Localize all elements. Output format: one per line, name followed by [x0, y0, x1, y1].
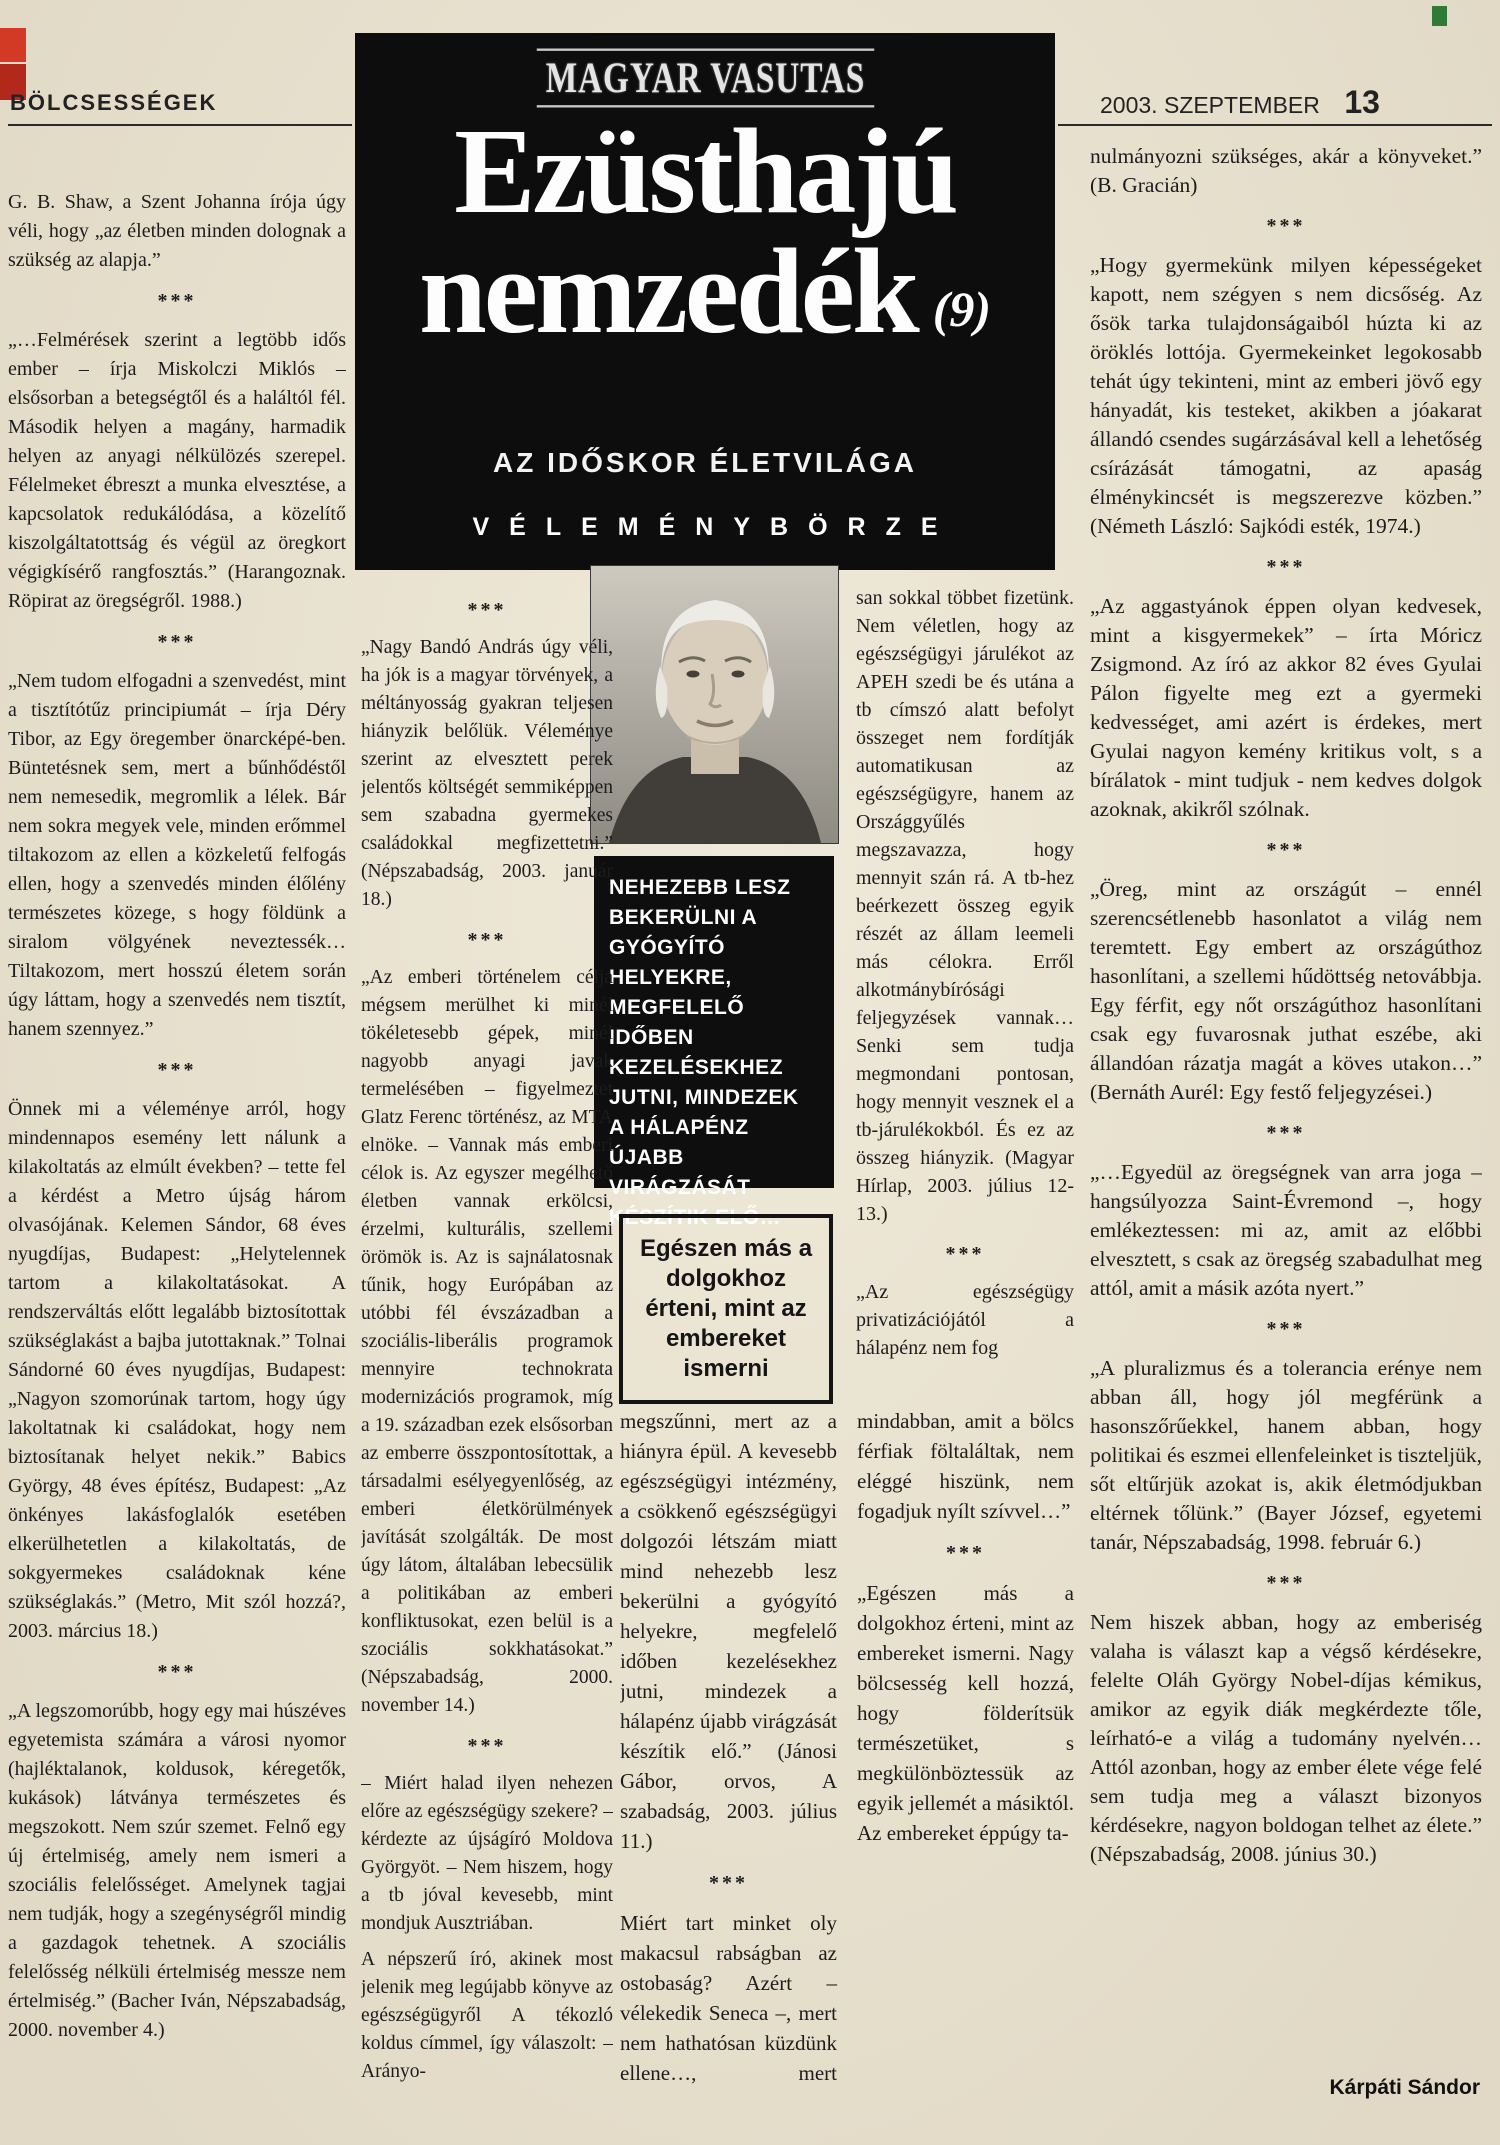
article-title-line1: Ezüsthajú	[454, 104, 956, 239]
section-separator: ***	[1266, 215, 1306, 237]
article-part-number: (9)	[932, 281, 992, 337]
section-separator: ***	[709, 1872, 748, 1894]
section-separator: ***	[1266, 556, 1306, 578]
paragraph: „Hogy gyermekünk milyen képességeket kapott, nem szégyen s nem dicsőség. Az ősök tarka tulajdonságaiból húzta ki az öröklés lottója. Gyermekeinket legokosabb tehát úgy tekinteni, mint az emberi jövő egy hányadát, kis testeket, akikben a jóakarat állandó csendes sugárzásával kell a lehetőség csírázását támogatni, az apaság élménykincsét is megszerezve közben.” (Németh László: Sajkódi esték, 1974.)	[1090, 253, 1482, 538]
header-rule-left	[8, 124, 352, 126]
section-separator: ***	[1266, 1572, 1306, 1594]
portrait-illustration	[591, 566, 838, 843]
paragraph: – Miért halad ilyen nehezen előre az egészségügy szekere? – kérdezte az újságíró Moldova Györgyöt. – Nem hiszem, hogy a tb jóval kevesebb, mint mondjuk Ausztriában.	[361, 1773, 613, 1934]
paragraph: „Öreg, mint az országút – ennél szerencsétlenebb hasonlatot a világ nem teremtett. Egy embert az országúthoz hasonlítani, a szellemi hűdöttség netovábbja. Egy férfit, egy nőt országúthoz hasonlítani csak egy fuvarosnak juthat eszébe, aki állandóan rázatja magát a köves utakon…” (Bernáth Aurél: Egy festő feljegyzései.)	[1090, 877, 1482, 1104]
pull-quote-box: NEHEZEBB LESZ BEKERÜLNI A GYÓGYÍTÓ HELYEKRE, MEGFELELŐ IDŐBEN KEZELÉSEKHEZ JUTNI, MINDEZEK A HÁLAPÉNZ ÚJABB VIRÁGZÁSÁT KÉSZÍTIK ELŐ…	[594, 856, 834, 1188]
article-masthead	[355, 33, 1055, 570]
paragraph: A népszerű író, akinek most jelenik meg legújabb könyve az egészségügyről A tékozló koldus címmel, így válaszolt: – Arányo-	[361, 1949, 613, 2082]
column-5	[1090, 142, 1482, 2070]
paragraph: Miért tart minket oly makacsul rabságban az ostobaság? Azért – vélekedik Seneca –, mert nem hathatósan küzdünk ellene…, mert mindabban, amit a bölcs férfiak föltaláltak, nem eléggé hiszünk, nem fogadjuk nyílt szívvel…”	[620, 1409, 1074, 2085]
section-separator: ***	[467, 1735, 507, 1757]
column-mid-bottom	[620, 1406, 1074, 2108]
paragraph: „A pluralizmus és a tolerancia erénye nem abban áll, hogy jól megférünk a hasonszőrűekkel, hanem abban, hogy politikai és eszmei ellenfeleinket is tiszteljük, sőt eltűrjük azokat is, akik életmódjukban eltérnek tőlünk.” (Bayer József, egyetemi tanár, Népszabadság, 1998. február 6.)	[1090, 1356, 1482, 1554]
registration-mark-green-icon	[1432, 6, 1447, 26]
section-separator: ***	[467, 599, 507, 621]
section-separator: ***	[467, 929, 507, 951]
page-number: 13	[1344, 84, 1380, 120]
paragraph: „Az egészségügy privatizációjától a hálapénz nem fog	[856, 1281, 1074, 1359]
paragraph: „A legszomorúbb, hogy egy mai húszéves egyetemista számára a városi nyomor (hajléktalanok, koldusok, kéregetők, kukások) látványa természetes és megszokott. Nem szúr szemet. Felnő egy új értelmiség, amely nem ismeri a szociális felelősséget. Amelynek tagjai nem tudják, hogy a szegénységről mindig a gazdagok tehetnek. A szociális felelősség nélküli értelmiség messze nem értelmiség.” (Bacher Iván, Népszabadság, 2000. november 4.)	[8, 1700, 346, 2041]
section-separator: ***	[157, 1661, 197, 1683]
section-separator: ***	[1266, 1318, 1306, 1340]
newspaper-logo	[355, 53, 1055, 103]
section-separator: ***	[157, 631, 197, 653]
paragraph: „Nem tudom elfogadni a szenvedést, mint a tisztítótűz principiumát – írja Déry Tibor, az Egy öregember önarcképé-ben. Büntetésnek sem, mert a bűnhődéstől nem nemesedik, megromlik a lélek. Bár nem sokra megyek vele, minden erőmmel tiltakozom az ellen a közkeletű felfogás ellen, hogy a szenvedés minden élőlény természetes közege, s hogy földünk a siralom völgyének neveztessék… Tiltakozom, mert hosszú életem során úgy láttam, hogy a szenvedés nem tisztít, hanem szennyez.”	[8, 670, 346, 1040]
paragraph: „Az aggastyánok éppen olyan kedvesek, mint a kisgyermekek” – írta Móricz Zsigmond. Az író az akkor 82 éves Gyulai Pálon figyelte meg ezt a gyermeki kedvességet, ami azért is érdekes, mert Gyulai nagyon kemény kritikus volt, s a bírálatok - mint tudjuk - nem kedves dolgok azoknak, akikről szólnak.	[1090, 594, 1482, 821]
paragraph: „…Egyedül az öregségnek van arra joga – hangsúlyozza Saint-Évremond –, hogy emlékeztessen: mi az, amit az előbbi elvesztett, s csak az öregség szabadulhat meg attól, amit a másik azóta nyert.”	[1090, 1160, 1482, 1300]
article-title-word: nemzedék	[418, 224, 917, 359]
article-tagline: VÉLEMÉNYBÖRZE	[472, 513, 958, 541]
paragraph: „Nagy Bandó András úgy véli, ha jók is a magyar törvények, a méltányosság gyakran teljesen hiányzik belőlük. Véleménye szerint az elvesztett perek jelentős költségét semmiképpen sem szabadna gyermekes családokkal megfizettetni.” (Népszabadság, 2003. január 18.)	[361, 637, 613, 910]
article-subtitle: AZ IDŐSKOR ÉLETVILÁGA	[493, 447, 917, 478]
author-byline: Kárpáti Sándor	[1329, 2076, 1480, 2099]
issue-date: 2003. SZEPTEMBER	[1100, 92, 1320, 118]
framed-quote-box: Egészen más a dolgokhoz érteni, mint az embereket ismerni	[619, 1214, 833, 1404]
paragraph: „Az emberi történelem célja mégsem merülhet ki minél tökéletesebb gépek, minél nagyobb anyagi javak termelésében – figyelmeztet Glatz Ferenc történész, az MTA elnöke. – Vannak más emberi célok is. Az egyszer megélhető életben vannak erkölcsi, érzelmi, kulturális, szellemi örömök is. Az is sajnálatosnak tűnik, hogy Európában az utóbbi fél évszázadban a szociális-liberális programok mennyire technokrata modernizációs programok, míg a 19. században ezek elsősorban az emberre összpontosítottak, a társadalmi esélyegyenlőség, az emberi életkörülmények javítását szolgálták. De most úgy látom, általában lebecsülik a politikában az emberi konfliktusokat, ezen belül is a szociális sokkhatásokat.” (Népszabadság, 2000. november 14.)	[361, 967, 613, 1716]
paragraph: G. B. Shaw, a Szent Johanna írója úgy véli, hogy „az életben minden dolognak a szükség az alapja.”	[8, 191, 346, 271]
portrait-photo	[590, 565, 839, 844]
paragraph: megszűnni, mert az a hiányra épül. A kevesebb egészségügyi intézmény, a csökkenő egészségügyi dolgozói létszám miatt mind nehezebb lesz bekerülni a gyógyító helyekre, megfelelő időben kezelésekhez jutni, mindezek a hálapénz újabb virágzását készítik elő.” (Jánosi Gábor, orvos, A szabadság, 2003. július 11.)	[620, 1409, 837, 1853]
section-separator: ***	[157, 290, 197, 312]
newspaper-logo-text: MAGYAR VASUTAS	[536, 49, 873, 108]
column-1	[8, 188, 346, 2128]
column-2	[361, 584, 613, 2109]
header-rule-right	[1058, 124, 1492, 126]
paragraph: nulmányozni szükséges, akár a könyveket.” (B. Gracián)	[1090, 144, 1482, 197]
column-4-upper	[856, 584, 1074, 1402]
section-separator: ***	[945, 1243, 985, 1265]
section-separator: ***	[157, 1059, 197, 1081]
registration-mark-red-icon	[0, 28, 26, 62]
paragraph: Nem hiszek abban, hogy az emberiség valaha is választ kap a végső kérdésekre, felelte Oláh György Nobel-díjas kémikus, amikor az egyik diák megkérdezte tőle, leírható-e a világ a tudomány nyelvén… Attól azonban, hogy az ember élete vége felé sem tudja meg a választ bizonyos kérdésekre, nagyon boldogan telhet az élete.” (Népszabadság, 2008. június 30.)	[1090, 1610, 1482, 1866]
section-label: BÖLCSESSÉGEK	[10, 90, 218, 115]
paragraph: „…Felmérések szerint a legtöbb idős ember – írja Miskolczi Miklós – elsősorban a betegségtől és a haláltól fél. Második helyen a magány, harmadik helyen az anyagi nélkülözés szerepel. Félelmeket ébreszt a munka elvesztése, a kapcsolatok redukálódása, a közelítő kiszolgáltatottság és végül az öregkort végigkísérő rangfosztás.” (Harangoznak. Röpirat az öregségről. 1988.)	[8, 329, 346, 612]
issue-info	[1100, 84, 1380, 121]
section-separator: ***	[1266, 839, 1306, 861]
paragraph: „Egészen más a dolgokhoz érteni, mint az embereket ismerni. Nagy bölcsesség kell hozzá, hogy földerítsük természetüket, s megkülönböztessük az egyik jellemét a másiktól. Az embereket éppúgy ta-	[857, 1581, 1074, 1845]
article-title-line2	[355, 224, 1055, 359]
section-separator: ***	[1266, 1122, 1306, 1144]
paragraph: Önnek mi a véleménye arról, hogy mindennapos esemény lett nálunk a kilakoltatás az elmúlt években? – tette fel a kérdést a Metro újság három olvasójának. Kelemen Sándor, 68 éves nyugdíjas, Budapest: „Helytelennek tartom a kilakoltatásokat. A rendszerváltás előtt legalább biztosítottak szükséglakást a bajba jutottaknak.” Tolnai Sándorné 60 éves nyugdíjas, Budapest: „Nagyon szomorúnak tartom, hogy úgy lakoltatnak ki családokat, hogy nem biztosítanak helyet nekik.” Babics György, 48 éves építész, Budapest: „Az önkényes lakásfoglalók esetében elkerülhetetlen a kilakoltatás, de sokgyermekes családoknak kéne szükséglakás.” (Metro, Mit szól hozzá?, 2003. március 18.)	[8, 1098, 346, 1642]
paragraph: san sokkal többet fizetünk. Nem véletlen, hogy az egészségügyi járulékot az APEH szedi be és utána a tb címszó alatt befolyt összeget nem fordítják automatikusan az egészségügyre, hanem az Országgyűlés megszavazza, hogy mennyit szán rá. A tb-hez beérkezett összeg egyik részét az állam leemeli más célokra. Erről alkotmánybírósági feljegyzések vannak… Senki sem tudja megmondani pontosan, hogy mennyit vesznek el a tb-járulékokból. És ez az összeg hiányzik. (Magyar Hírlap, 2003. július 12-13.)	[856, 587, 1074, 1225]
section-separator: ***	[946, 1542, 985, 1564]
